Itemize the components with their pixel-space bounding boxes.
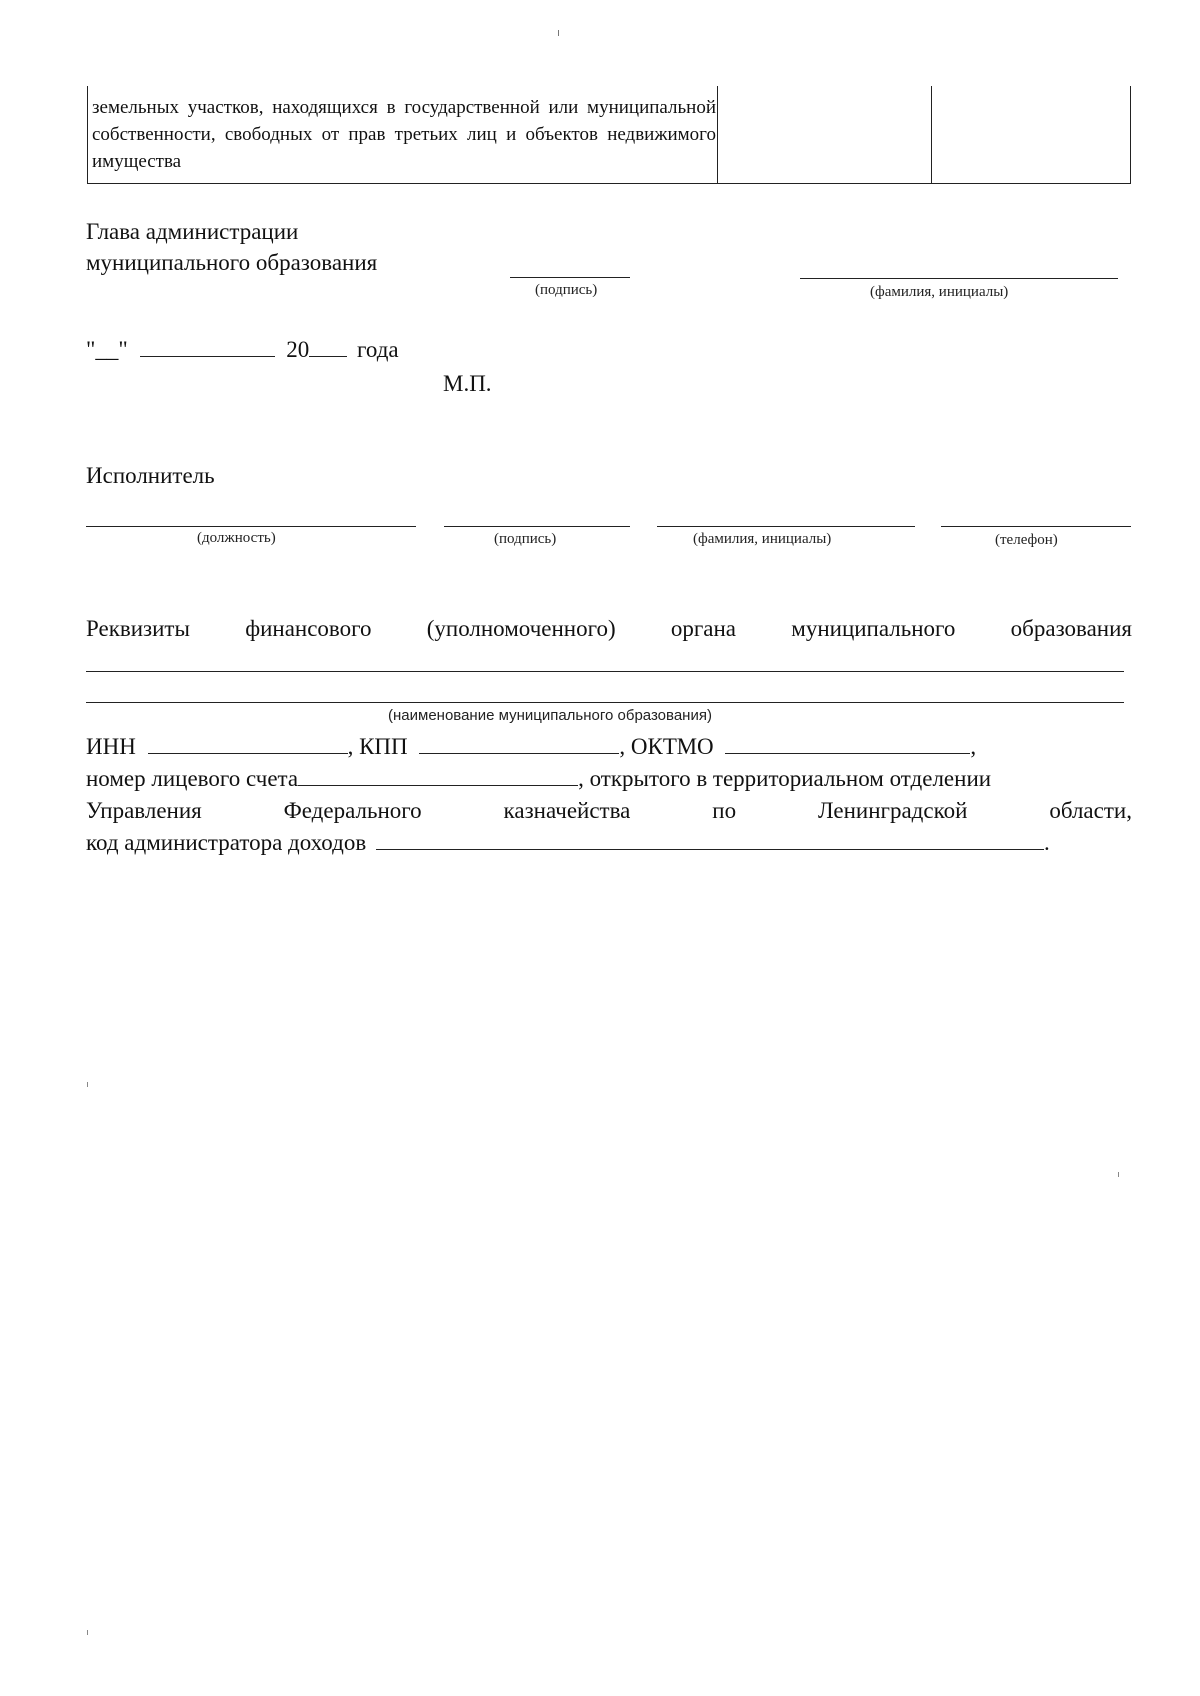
inn-kpp-oktmo-line [86,733,976,761]
executor-name-line [657,526,915,527]
executor-signature-caption: (подпись) [494,531,557,547]
oktmo-blank [725,735,970,754]
table-border-left [87,86,88,183]
head-name-caption: (фамилия, инициалы) [870,284,1009,300]
table-border-bottom [87,183,1131,184]
table-border-mid2 [931,86,932,183]
requisites-word: (уполномоченного) [426,616,616,641]
executor-position-caption: (должность) [197,530,276,546]
scan-speck [558,30,559,36]
admin-code-label: код администратора доходов [86,830,367,855]
account-tail: , открытого в территориальном отделении [578,766,992,791]
requisites-word: органа [670,616,737,641]
requisites-word: образования [1010,616,1132,641]
executor-position-line [86,526,416,527]
date-year-suffix: года [357,337,399,362]
scan-speck [1118,1172,1119,1177]
admin-code-line [86,829,1050,857]
requisites-word: муниципального [791,616,956,641]
executor-phone-caption: (телефон) [995,532,1058,548]
oktmo-label: , ОКТМО [619,734,714,759]
municipality-line-2 [86,702,1124,703]
requisites-heading [86,615,1132,643]
executor-signature-line [444,526,630,527]
oktmo-trailing-comma: , [970,734,977,759]
treasury-word: по [712,798,737,823]
treasury-word: области, [1049,798,1132,823]
executor-heading: Исполнитель [86,463,215,488]
scan-speck [87,1630,88,1635]
account-line [86,765,1132,793]
final-period: . [1043,830,1050,855]
head-title-line1: Глава администрации [86,219,299,244]
date-line [86,336,399,364]
treasury-word: Управления [86,798,202,823]
kpp-label: , КПП [347,734,408,759]
treasury-word: Ленинградской [817,798,968,823]
requisites-word: Реквизиты [86,616,190,641]
head-name-line [800,278,1118,279]
account-blank [298,767,578,786]
date-month-blank [140,338,275,357]
head-signature-caption: (подпись) [535,282,598,298]
date-year-prefix: 20 [286,337,310,362]
account-label: номер лицевого счета [86,766,299,791]
scan-speck [87,1082,88,1087]
municipality-caption: (наименование муниципального образования) [388,707,712,724]
head-signature-line [510,277,630,278]
treasury-word: казначейства [503,798,631,823]
table-border-mid1 [717,86,718,183]
inn-blank [148,735,348,754]
head-title-line2: муниципального образования [86,250,378,275]
kpp-blank [419,735,619,754]
table-cell-text: земельных участков, находящихся в государственной или муниципальной собственности, свободных от прав третьих лиц и объектов недвижимого имущества [92,97,716,172]
requisites-word: финансового [245,616,372,641]
treasury-word: Федерального [283,798,422,823]
stamp-mark: М.П. [443,371,492,396]
treasury-line [86,797,1132,825]
municipality-line-1 [86,671,1124,672]
date-day-quotes: "__" [86,337,128,362]
date-year-blank [309,338,347,357]
inn-label: ИНН [86,734,136,759]
admin-code-blank [376,831,1044,850]
executor-phone-line [941,526,1131,527]
table-border-right [1130,86,1131,183]
executor-name-caption: (фамилия, инициалы) [693,531,832,547]
